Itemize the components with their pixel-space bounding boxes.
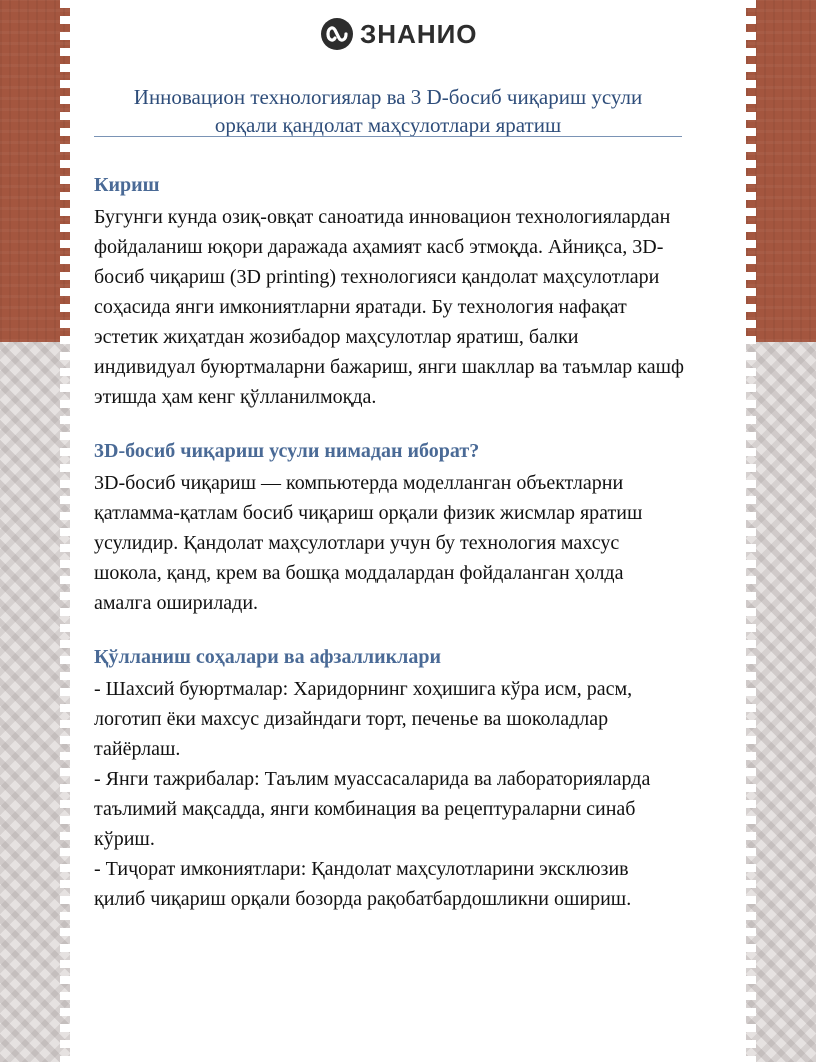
right-weave-pattern [746, 342, 816, 1062]
brand-logo[interactable] [320, 16, 478, 52]
section-list-item: - Шахсий буюртмалар: Харидорнинг хоҳишига кўра исм, расм, логотип ёки махсус дизайндаги торт, печенье ва шоколадлар тайёрлаш. [94, 678, 633, 760]
left-weave-pattern [0, 342, 70, 1062]
section-paragraph: Бугунги кунда озиқ-овқат саноатида инновацион технологиялардан фойдаланиш юқори даражада аҳамият касб этмоқда. Айниқса, 3D-босиб чиқариш (3D printing) технологияси қандолат маҳсулотлари соҳасида янги имкониятларни яратади. Бу технология нафақат эстетик жиҳатдан жозибадор маҳсулотлар яратиш, балки индивидуал буюртмаларни бажариш, янги шакллар ва таъмлар кашф этишда ҳам кенг қўлланилмоқда. [94, 206, 684, 408]
title-divider [94, 136, 682, 137]
section-introduction [94, 170, 684, 412]
section-heading: 3D-босиб чиқариш усули нимадан иборат? [94, 440, 480, 462]
document-body [94, 170, 684, 938]
document-title [94, 83, 682, 139]
right-decorative-border [746, 0, 816, 1062]
section-what-is-3d-printing [94, 436, 684, 618]
brand-logo-icon [320, 17, 354, 51]
brand-name: ЗНАНИО [360, 18, 478, 49]
document-page [70, 0, 746, 1062]
document-title-line-1: Инновацион технологиялар ва 3 D-босиб чиқариш усули [133, 85, 643, 109]
section-paragraph: 3D-босиб чиқариш — компьютерда моделланган объектларни қатламма-қатлам босиб чиқариш орқали физик жисмлар яратиш усулидир. Қандолат маҳсулотлари учун бу технология махсус шокола, қанд, крем ва бошқа моддалардан фойдаланган ҳолда амалга оширилади. [94, 472, 643, 614]
left-decorative-border [0, 0, 70, 1062]
section-applications [94, 642, 684, 914]
section-list-item: - Тиҷорат имкониятлари: Қандолат маҳсулотларини эксклюзив қилиб чиқариш орқали бозорда рақобатбардошликни ошириш. [94, 858, 632, 910]
document-title-line-2: орқали қандолат маҳсулотлари яратиш [214, 113, 562, 137]
section-heading: Қўлланиш соҳалари ва афзалликлари [94, 646, 442, 668]
section-list-item: - Янги тажрибалар: Таълим муассасаларида ва лабораторияларда таълимий мақсадда, янги комбинация ва рецептураларни синаб кўриш. [94, 768, 651, 850]
right-brick-pattern [746, 0, 816, 342]
section-heading: Кириш [94, 174, 160, 196]
left-brick-pattern [0, 0, 70, 342]
